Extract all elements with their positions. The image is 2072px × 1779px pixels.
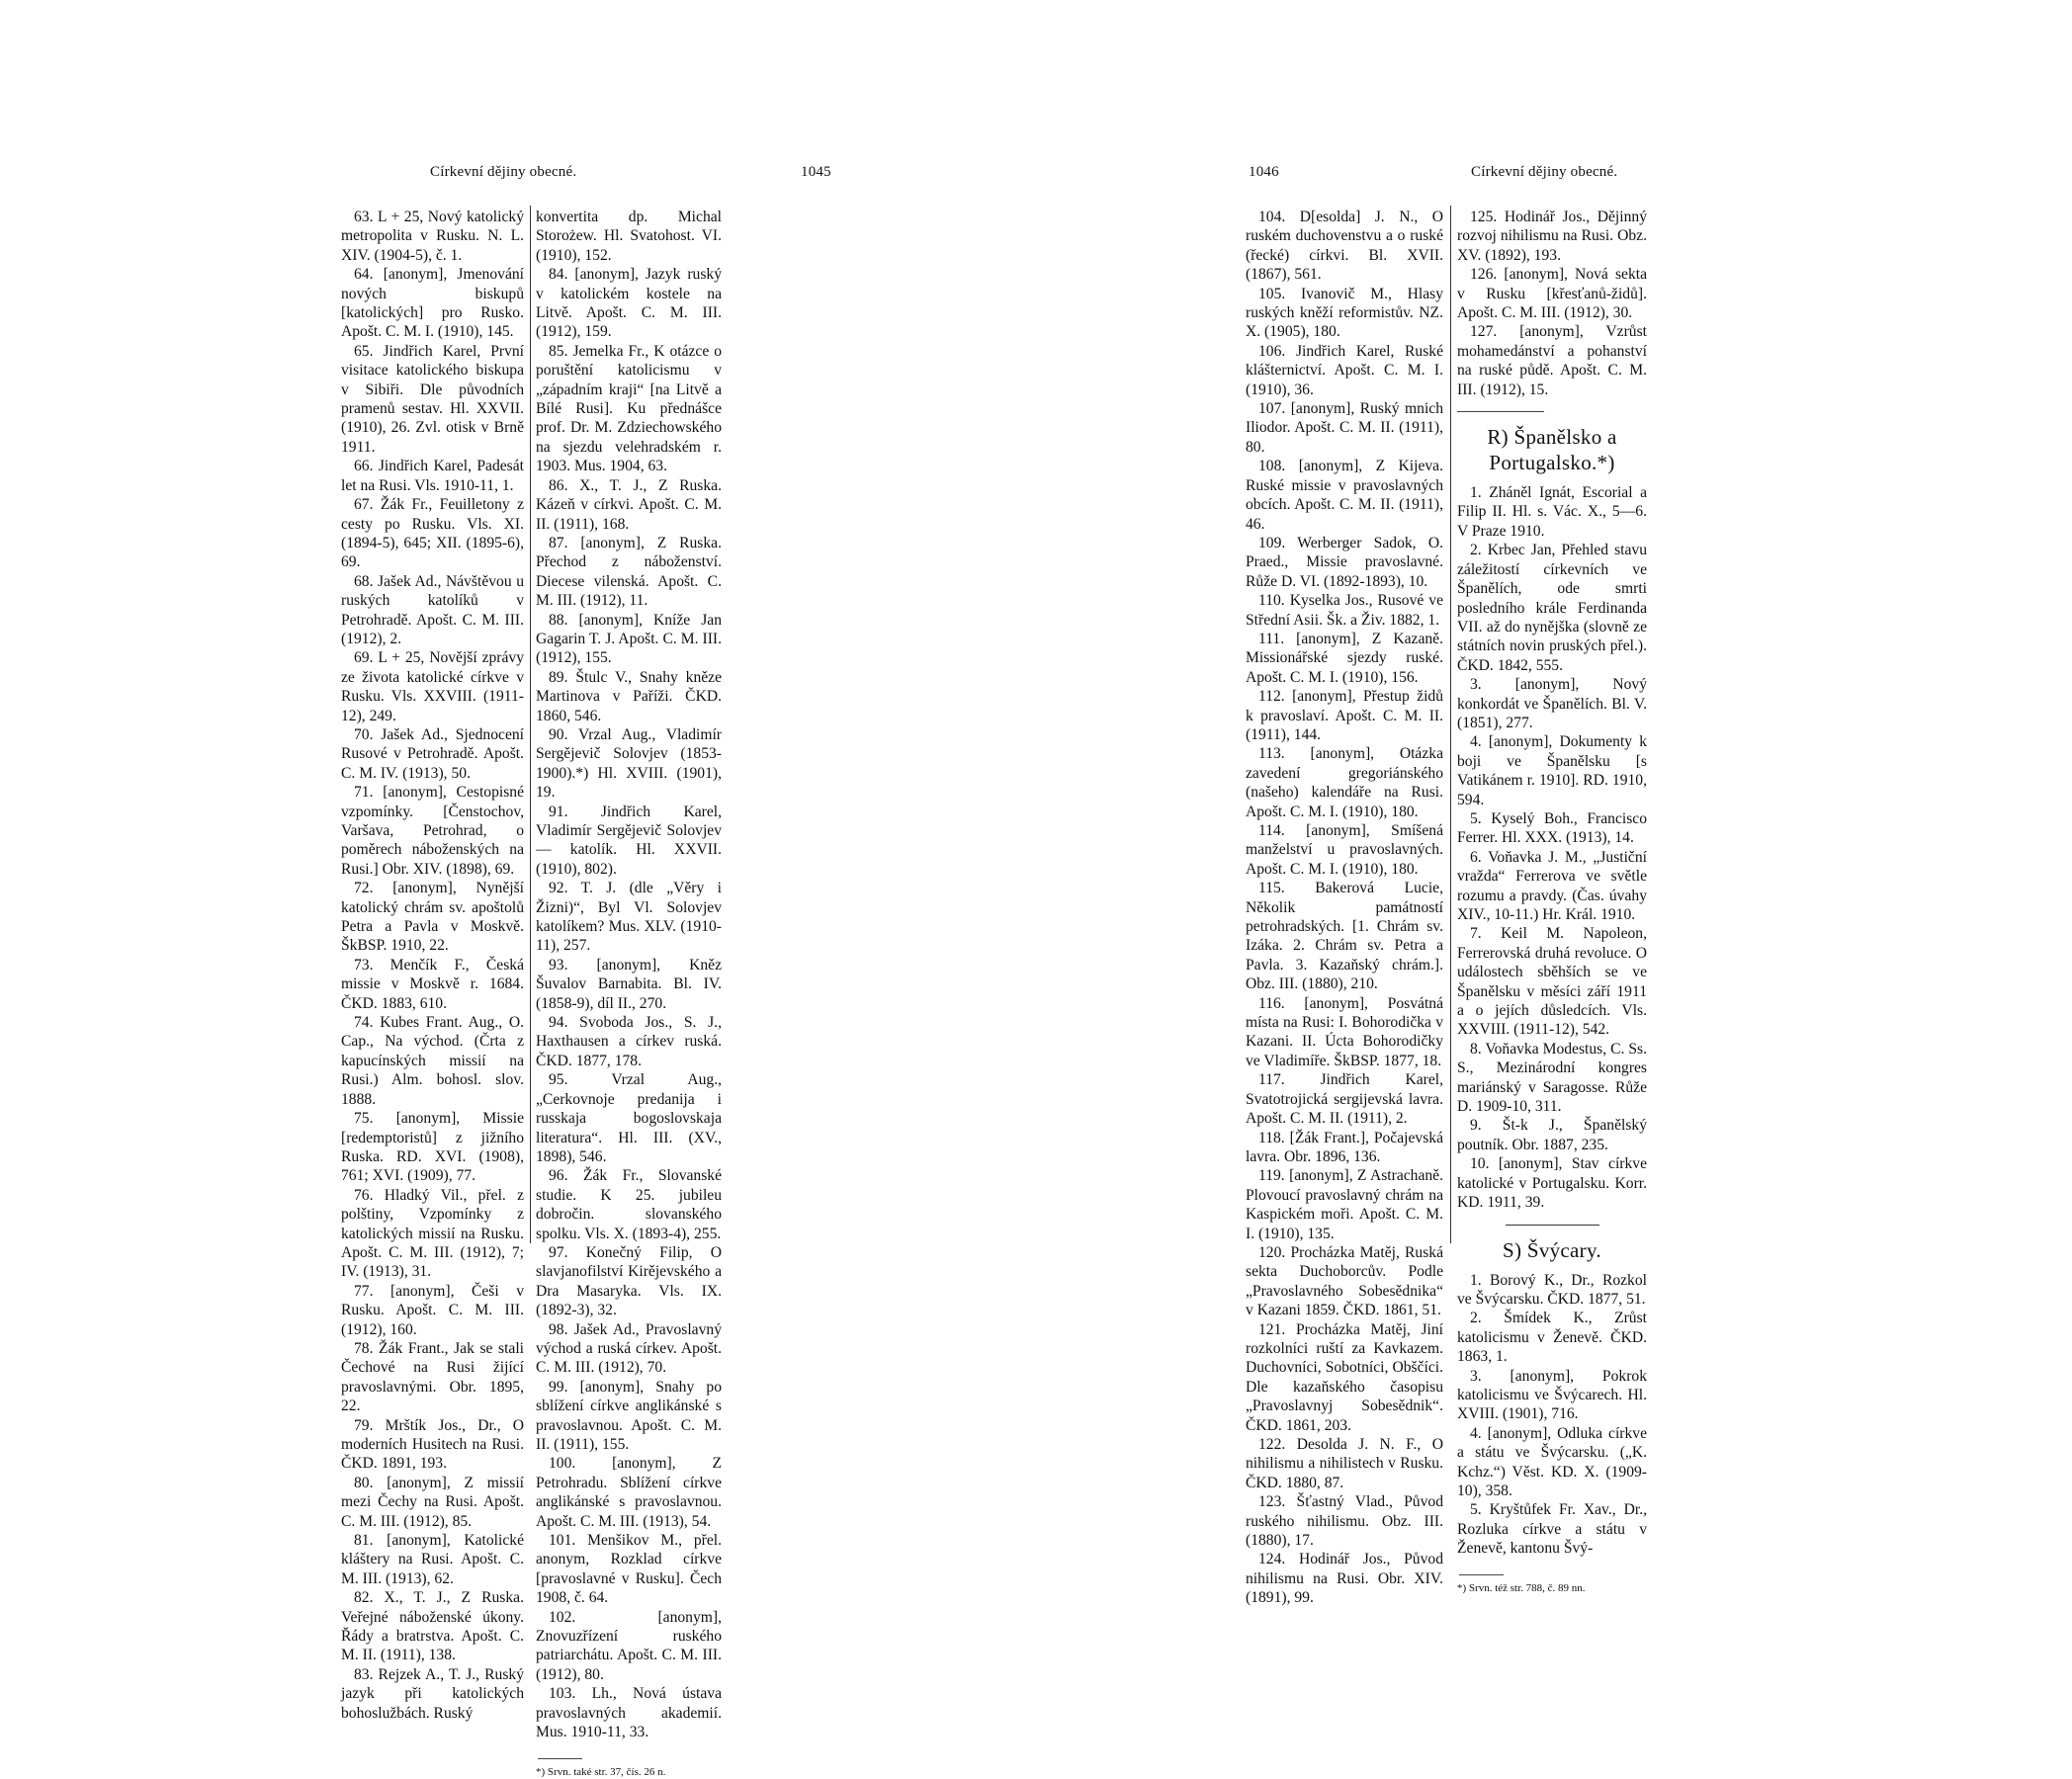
bibliography-entry: 102. [anonym], Znovuzřízení ruského patriarchátu. Apošt. C. M. III. (1912), 80. (536, 1608, 722, 1683)
bibliography-entry: 73. Menčík F., Česká missie v Moskvě r. 1684. ČKD. 1883, 610. (341, 956, 524, 1012)
bibliography-entry: 78. Žák Frant., Jak se stali Čechové na Rusi žijící pravoslavnými. Obr. 1895, 22. (341, 1339, 524, 1415)
bibliography-entry: 95. Vrzal Aug., „Cerkovnoje predanija i russkaja bogoslovskaja literatura“. Hl. III. (XV., 1898), 546. (536, 1071, 722, 1165)
bibliography-entry: 101. Menšikov M., přel. anonym, Rozklad církve [pravoslavné v Rusku]. Čech 1908, č. 64. (536, 1532, 722, 1607)
bibliography-entry: 97. Konečný Filip, O slavjanofilství Kirějevského a Dra Masaryka. Vls. IX. (1892-3), 32. (536, 1243, 722, 1319)
bibliography-entry: 113. [anonym], Otázka zavedení gregoriánského (našeho) kalendáře na Rusi. Apošt. C. M. I. (1910), 180. (1246, 745, 1443, 820)
bibliography-entry: 2. Krbec Jan, Přehled stavu záležitostí církevních ve Španělích, ode smrti posledního krále Ferdinanda VII. až do nynějška (slovně ze státních novin pruských přel.). ČKD. 1842, 555. (1457, 542, 1647, 674)
bibliography-entry: 127. [anonym], Vzrůst mohamedánství a pohanství na ruské půdě. Apošt. C. M. III. (1912), 15. (1457, 323, 1647, 398)
footnote-rule (1459, 1574, 1504, 1575)
section-heading: R) Španělsko a Portugalsko.*) (1487, 425, 1617, 475)
bibliography-entry: 75. [anonym], Missie [redemptoristů] z jižního Ruska. RD. XVI. (1908), 761; XVI. (1909), 77. (341, 1110, 524, 1185)
bibliography-entry: 93. [anonym], Kněz Šuvalov Barnabita. Bl. IV. (1858-9), díl II., 270. (536, 956, 722, 1012)
footnote-rule (538, 1758, 582, 1759)
bibliography-entry: 4. [anonym], Odluka církve a státu ve Švýcarsku. („K. Kchz.“) Věst. KD. X. (1909-10), 358. (1457, 1424, 1647, 1499)
bibliography-entry: 109. Werberger Sadok, O. Praed., Missie pravoslavné. Růže D. VI. (1892-1893), 10. (1246, 534, 1443, 590)
section-separator (1506, 1225, 1599, 1226)
bibliography-entry: 7. Keil M. Napoleon, Ferrerovská druhá revoluce. O událostech sběhších se ve Španělsku v měsíci září 1911 a o jejích důsledcích. Vls. XXVIII. (1911-12), 542. (1457, 925, 1647, 1039)
bibliography-entry: 2. Šmídek K., Zrůst katolicismu v Ženevě. ČKD. 1863, 1. (1457, 1310, 1647, 1366)
bibliography-entry: 119. [anonym], Z Astrachaně. Plovoucí pravoslavný chrám na Kaspickém moři. Apošt. C. M. I. (1910), 135. (1246, 1167, 1443, 1242)
bibliography-entry: 72. [anonym], Nynější katolický chrám sv. apoštolů Petra a Pavla v Moskvě. ŠkBSP. 1910, 22. (341, 880, 524, 955)
bibliography-entry: 83. Rejzek A., T. J., Ruský jazyk při katolických bohoslužbách. Ruský (341, 1665, 524, 1722)
bibliography-entry: 65. Jindřich Karel, První visitace katolického biskupa v Sibiři. Dle původních pramenů sestav. Hl. XXVII. (1910), 26. Zvl. otisk v Brně 1911. (341, 342, 524, 456)
bibliography-entry: 79. Mrštík Jos., Dr., O moderních Husitech na Rusi. ČKD. 1891, 193. (341, 1416, 524, 1473)
right-page-column-divider (1450, 206, 1451, 1243)
bibliography-entry: 90. Vrzal Aug., Vladimír Sergějevič Solovjev (1853-1900).*) Hl. XVIII. (1901), 19. (536, 725, 722, 802)
bibliography-entry: 85. Jemelka Fr., K otázce o poruštění katolicismu v „západním kraji“ [na Litvě a Bílé Rusi]. Ku přednášce prof. Dr. M. Zdziechowského na sjezdu velehradském r. 1903. Mus. 1904, 63. (536, 342, 722, 475)
bibliography-entry: 3. [anonym], Pokrok katolicismu ve Švýcarech. Hl. XVIII. (1901), 716. (1457, 1367, 1647, 1423)
left-page-column-divider (530, 206, 531, 1243)
bibliography-entry: 71. [anonym], Cestopisné vzpomínky. [Čenstochov, Varšava, Petrohrad, o poměrech náboženských na Rusi.] Obr. XIV. (1898), 69. (341, 784, 524, 878)
right-page-column-2 (1457, 208, 1647, 1595)
right-page-number: 1046 (1249, 164, 1279, 180)
bibliography-entry: 100. [anonym], Z Petrohradu. Sblížení církve anglikánské s pravoslavnou. Apošt. C. M. III. (1913), 54. (536, 1455, 722, 1530)
bibliography-entry: 106. Jindřich Karel, Ruské klášternictví. Apošt. C. M. I. (1910), 36. (1246, 342, 1443, 398)
bibliography-entry: 92. T. J. (dle „Věry i Žizni)“, Byl Vl. Solovjev katolíkem? Mus. XLV. (1910-11), 257. (536, 880, 722, 955)
section-separator (1457, 411, 1544, 412)
footnote: *) Srvn. též str. 788, č. 89 nn. (1457, 1581, 1586, 1594)
bibliography-entry: 114. [anonym], Smíšená manželství u pravoslavných. Apošt. C. M. I. (1910), 180. (1246, 822, 1443, 878)
section-heading: S) Švýcary. (1503, 1237, 1601, 1262)
bibliography-entry: 10. [anonym], Stav církve katolické v Portugalsku. Korr. KD. 1911, 39. (1457, 1155, 1647, 1212)
bibliography-entry: 5. Kyselý Boh., Francisco Ferrer. Hl. XXX. (1913), 14. (1457, 809, 1647, 847)
bibliography-entry: 81. [anonym], Katolické kláštery na Rusi. Apošt. C. M. III. (1913), 62. (341, 1532, 524, 1587)
left-page-column-1 (341, 208, 524, 1723)
bibliography-entry: 4. [anonym], Dokumenty k boji ve Španělsku [s Vatikánem r. 1910]. RD. 1910, 594. (1457, 733, 1647, 808)
left-page-column-2 (536, 208, 722, 1779)
bibliography-entry: 112. [anonym], Přestup židů k pravoslaví. Apošt. C. M. II. (1911), 144. (1246, 688, 1443, 743)
right-page (1036, 0, 2072, 1607)
left-header-title: Církevní dějiny obecné. (430, 164, 577, 180)
bibliography-entry: 5. Kryštůfek Fr. Xav., Dr., Rozluka církve a státu v Ženevě, kantonu Švý- (1457, 1501, 1647, 1558)
bibliography-entry: 87. [anonym], Z Ruska. Přechod z náboženství. Diecese vilenská. Apošt. C. M. III. (1912), 11. (536, 534, 722, 610)
bibliography-entry: 88. [anonym], Kníže Jan Gagarin T. J. Apošt. C. M. III. (1912), 155. (536, 611, 722, 667)
bibliography-entry: 117. Jindřich Karel, Svatotrojická sergijevská lavra. Apošt. C. M. II. (1911), 2. (1246, 1071, 1443, 1128)
bibliography-entry: 64. [anonym], Jmenování nových biskupů [katolických] pro Rusko. Apošt. C. M. I. (1910), 145. (341, 266, 524, 341)
bibliography-entry: 6. Voňavka J. M., „Justiční vražda“ Ferrerova ve světle rozumu a pravdy. (Čas. úvahy XIV., 10-11.) Hr. Král. 1910. (1457, 848, 1647, 923)
bibliography-entry: 8. Voňavka Modestus, C. Ss. S., Mezinárodní kongres mariánský v Saragosse. Růže D. 1909-10, 311. (1457, 1040, 1647, 1116)
bibliography-entry: 104. D[esolda] J. N., O ruském duchovenstvu a o ruské (řecké) církvi. Bl. XVII. (1867), 561. (1246, 209, 1443, 284)
bibliography-entry: 66. Jindřich Karel, Padesát let na Rusi. Vls. 1910-11, 1. (341, 458, 524, 494)
bibliography-entry: 111. [anonym], Z Kazaně. Missionářské sjezdy ruské. Apošt. C. M. I. (1910), 156. (1246, 630, 1443, 686)
bibliography-entry: 70. Jašek Ad., Sjednocení Rusové v Petrohradě. Apošt. C. M. IV. (1913), 50. (341, 725, 524, 782)
bibliography-entry: 126. [anonym], Nová sekta v Rusku [křesťanů-židů]. Apošt. C. M. III. (1912), 30. (1457, 266, 1647, 322)
bibliography-entry: 76. Hladký Vil., přel. z polštiny, Vzpomínky z katolických missií na Rusku. Apošt. C. M. III. (1912), 7; IV. (1913), 31. (341, 1186, 524, 1281)
left-col2-continuation: konvertita dp. Michal Storożew. Hl. Svatohost. VI. (1910), 152. (536, 209, 722, 264)
bibliography-entry: 1. Borový K., Dr., Rozkol ve Švýcarsku. ČKD. 1877, 51. (1457, 1271, 1647, 1308)
bibliography-entry: 3. [anonym], Nový konkordát ve Španělích. Bl. V. (1851), 277. (1457, 676, 1647, 731)
left-page (0, 0, 1036, 1778)
bibliography-entry: 118. [Žák Frant.], Počajevská lavra. Obr. 1896, 136. (1246, 1129, 1443, 1165)
bibliography-entry: 77. [anonym], Češi v Rusku. Apošt. C. M. III. (1912), 160. (341, 1282, 524, 1338)
bibliography-entry: 82. X., T. J., Z Ruska. Veřejné náboženské úkony. Řády a bratrstva. Apošt. C. M. II. (1911), 138. (341, 1589, 524, 1664)
bibliography-entry: 110. Kyselka Jos., Rusové ve Střední Asii. Šk. a Živ. 1882, 1. (1246, 592, 1443, 629)
right-header-title: Církevní dějiny obecné. (1471, 164, 1618, 180)
bibliography-entry: 91. Jindřich Karel, Vladimír Sergějevič Solovjev — katolík. Hl. XXVII. (1910), 802). (536, 803, 722, 878)
bibliography-entry: 99. [anonym], Snahy po sblížení církve anglikánské s pravoslavnou. Apošt. C. M. II. (1911), 155. (536, 1378, 722, 1453)
bibliography-entry: 103. Lh., Nová ústava pravoslavných akademií. Mus. 1910-11, 33. (536, 1685, 722, 1741)
bibliography-entry: 74. Kubes Frant. Aug., O. Cap., Na východ. (Črta z kapucínských missií na Rusi.) Alm. bohosl. slov. 1888. (341, 1014, 524, 1108)
bibliography-entry: 108. [anonym], Z Kijeva. Ruské missie v pravoslavných obcích. Apošt. C. M. II. (1911), 46. (1246, 458, 1443, 533)
bibliography-entry: 124. Hodinář Jos., Původ nihilismu na Rusi. Obr. XIV. (1891), 99. (1246, 1551, 1443, 1607)
bibliography-entry: 115. Bakerová Lucie, Několik památností petrohradských. [1. Chrám sv. Izáka. 2. Chrám sv. Petra a Pavla. 3. Kazaňský chrám.]. Obz. III. (1880), 210. (1246, 880, 1443, 993)
bibliography-entry: 94. Svoboda Jos., S. J., Haxthausen a církev ruská. ČKD. 1877, 178. (536, 1014, 722, 1069)
bibliography-entry: 98. Jašek Ad., Pravoslavný východ a ruská církev. Apošt. C. M. III. (1912), 70. (536, 1320, 722, 1377)
bibliography-entry: 116. [anonym], Posvátná místa na Rusi: I. Bohorodička v Kazani. II. Úcta Bohorodičky ve Vladimíře. ŠkBSP. 1877, 18. (1246, 994, 1443, 1069)
bibliography-entry: 80. [anonym], Z missií mezi Čechy na Rusi. Apošt. C. M. III. (1912), 85. (341, 1474, 524, 1530)
bibliography-entry: 69. L + 25, Novější zprávy ze života katolické církve v Rusku. Vls. XXVIII. (1911-12), 249. (341, 649, 524, 724)
bibliography-entry: 68. Jašek Ad., Návštěvou u ruských katolíků v Petrohradě. Apošt. C. M. III. (1912), 2. (341, 572, 524, 647)
bibliography-entry: 123. Šťastný Vlad., Původ ruského nihilismu. Obz. III. (1880), 17. (1246, 1493, 1443, 1550)
bibliography-entry: 9. Št-k J., Španělský poutník. Obr. 1887, 235. (1457, 1117, 1647, 1153)
bibliography-entry: 63. L + 25, Nový katolický metropolita v Rusku. N. L. XIV. (1904-5), č. 1. (341, 209, 524, 264)
bibliography-entry: 120. Procházka Matěj, Ruská sekta Duchoborcův. Podle „Pravoslavného Sobesědnika“ v Kazani 1859. ČKD. 1861, 51. (1246, 1243, 1443, 1319)
left-page-number: 1045 (801, 164, 831, 180)
bibliography-entry: 105. Ivanovič M., Hlasy ruských kněží reformistův. NZ. X. (1905), 180. (1246, 285, 1443, 341)
bibliography-entry: 107. [anonym], Ruský mnich Iliodor. Apošt. C. M. II. (1911), 80. (1246, 400, 1443, 456)
footnote: *) Srvn. také str. 37, čís. 26 n. (536, 1765, 666, 1778)
bibliography-entry: 67. Žák Fr., Feuilletony z cesty po Rusku. Vls. XI. (1894-5), 645; XII. (1895-6), 69. (341, 496, 524, 571)
bibliography-entry: 122. Desolda J. N. F., O nihilismu a nihilistech v Rusku. ČKD. 1880, 87. (1246, 1436, 1443, 1491)
bibliography-entry: 86. X., T. J., Z Ruska. Kázeň v církvi. Apošt. C. M. II. (1911), 168. (536, 476, 722, 533)
bibliography-entry: 84. [anonym], Jazyk ruský v katolickém kostele na Litvě. Apošt. C. M. III. (1912), 159. (536, 266, 722, 341)
bibliography-entry: 121. Procházka Matěj, Jiní rozkolníci ruští za Kavkazem. Duchovníci, Sobotníci, Obščíci. Dle kazaňského časopisu „Pravoslavnyj Sobesědnik“. ČKD. 1861, 203. (1246, 1320, 1443, 1434)
bibliography-entry: 96. Žák Fr., Slovanské studie. K 25. jubileu dobročin. slovanského spolku. Vls. X. (1893-4), 255. (536, 1167, 722, 1242)
right-page-column-1 (1246, 208, 1443, 1608)
bibliography-entry: 89. Štulc V., Snahy kněze Martinova v Paříži. ČKD. 1860, 546. (536, 668, 722, 724)
bibliography-entry: 1. Zháněl Ignát, Escorial a Filip II. Hl. s. Vác. X., 5—6. V Praze 1910. (1457, 484, 1647, 540)
bibliography-entry: 125. Hodinář Jos., Dějinný rozvoj nihilismu na Rusi. Obz. XV. (1892), 193. (1457, 209, 1647, 264)
